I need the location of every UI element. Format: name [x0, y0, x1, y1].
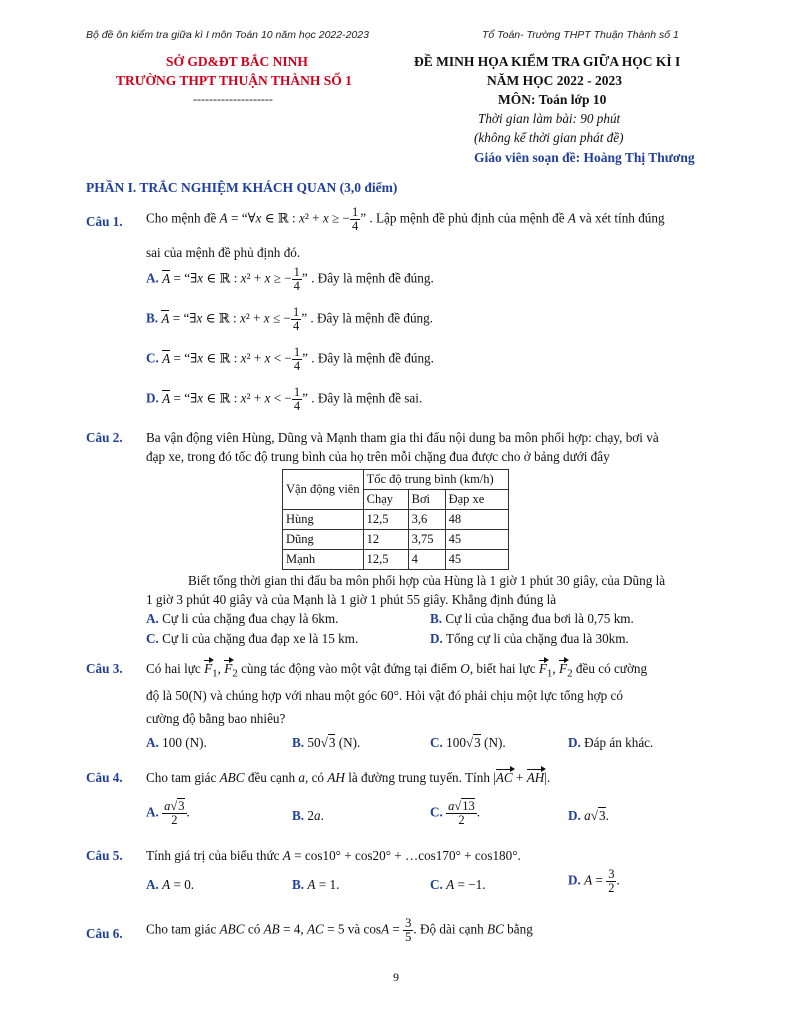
table-cell: 3,75	[408, 530, 445, 550]
part-1-heading: PHẦN I. TRẮC NGHIỆM KHÁCH QUAN (3,0 điểm)	[86, 180, 398, 195]
question-5-option-b: B. A = 1.	[292, 877, 340, 892]
question-3-option-b: B. 50√3 (N).	[292, 735, 361, 750]
exam-note: (không kể thời gian phát đề)	[474, 130, 624, 145]
question-3-line-3: cường độ bằng bao nhiêu?	[146, 711, 286, 726]
question-3-option-a: A. 100 (N).	[146, 735, 207, 750]
exam-year: NĂM HỌC 2022 - 2023	[487, 73, 622, 88]
question-3-option-d: D. Đáp án khác.	[568, 735, 654, 750]
table-header-athlete: Vận động viên	[283, 470, 364, 510]
table-cell: 4	[408, 550, 445, 570]
running-header-right: Tổ Toán- Trường THPT Thuận Thành số 1	[482, 29, 679, 41]
question-2-line-4: 1 giờ 3 phút 40 giây và của Mạnh là 1 giờ 1 phút 55 giây. Khẳng định đúng là	[146, 592, 557, 607]
question-5-option-d: D. A = $\frac{3}{2}$ .	[568, 867, 620, 896]
table-cell: Mạnh	[283, 550, 364, 570]
question-2-line-2: đạp xe, trong đó tốc độ trung bình của họ trên mỗi chặng đua được cho ở bảng dưới đây	[146, 449, 610, 464]
question-2-line-1: Ba vận động viên Hùng, Dũng và Mạnh tham gia thi đấu nội dung ba môn phối hợp: chạy, bơi và	[146, 430, 659, 445]
question-1-stem-cont: sai của mệnh đề phủ định đó.	[146, 245, 301, 260]
question-3-label: Câu 3.	[86, 661, 123, 676]
question-1-label: Câu 1.	[86, 214, 123, 229]
question-4-label: Câu 4.	[86, 770, 123, 785]
table-header-bike: Đạp xe	[445, 490, 508, 510]
running-header-left: Bộ đề ôn kiểm tra giữa kì I môn Toán 10 năm học 2022-2023	[86, 29, 369, 41]
question-6-label: Câu 6.	[86, 926, 123, 941]
exam-time: Thời gian làm bài: 90 phút	[478, 111, 621, 126]
question-2-option-d: D. Tổng cự li của chặng đua là 30km.	[430, 631, 629, 646]
table-header-speed: Tốc độ trung bình (km/h)	[363, 470, 508, 490]
question-2-option-a: A. Cự li của chặng đua chạy là 6km.	[146, 611, 339, 626]
question-5-option-c: C. A = −1.	[430, 877, 486, 892]
question-4-option-b: B. 2a.	[292, 808, 324, 823]
school-divider: --------------------	[193, 92, 273, 106]
school-dept: SỞ GD&ĐT BẮC NINH	[166, 54, 308, 69]
question-4-option-d: D. a√3.	[568, 808, 609, 823]
question-4-stem: Cho tam giác ABC đều cạnh a, có AH là đường trung tuyến. Tính |AC + AH|.	[146, 770, 551, 785]
table-cell: Hùng	[283, 510, 364, 530]
table-cell: Dũng	[283, 530, 364, 550]
question-1-option-d: D. A = “∃x ∈ ℝ : x² + x < − $\frac{1}{4}$ ” . Đây là mệnh đề sai.	[146, 385, 423, 414]
exam-teacher: Giáo viên soạn đề: Hoàng Thị Thương	[474, 150, 695, 165]
question-2-line-3: Biết tổng thời gian thi đấu ba môn phối hợp của Hùng là 1 giờ 1 phút 30 giây, của Dũng là	[188, 573, 666, 588]
question-6-stem: Cho tam giác ABC có AB = 4, AC = 5 và cosA = $\frac{3}{5}$ . Độ dài cạnh BC bằng	[146, 916, 533, 945]
question-3-option-c: C. 100√3 (N).	[430, 735, 506, 750]
question-2-label: Câu 2.	[86, 430, 123, 445]
question-5-label: Câu 5.	[86, 848, 123, 863]
speed-table	[282, 469, 509, 570]
table-cell: 48	[445, 510, 508, 530]
exam-title: ĐỀ MINH HỌA KIỂM TRA GIỮA HỌC KÌ I	[414, 54, 681, 69]
table-cell: 45	[445, 530, 508, 550]
question-1-stem: Cho mệnh đề A = “∀x ∈ ℝ : x² + x ≥ − $\frac{1}{4}$ ” . Lập mệnh đề phủ định của mệnh đề A và xét tính đúng	[146, 205, 665, 234]
table-row	[283, 550, 509, 570]
question-5-option-a: A. A = 0.	[146, 877, 195, 892]
school-name: TRƯỜNG THPT THUẬN THÀNH SỐ 1	[116, 73, 352, 88]
question-4-option-c: C. $\frac{a√13}{2}$ .	[430, 799, 481, 828]
question-1-option-a: A. A = “∃x ∈ ℝ : x² + x ≥ − $\frac{1}{4}$ ” . Đây là mệnh đề đúng.	[146, 265, 434, 294]
question-1-option-c: C. A = “∃x ∈ ℝ : x² + x < − $\frac{1}{4}$ ” . Đây là mệnh đề đúng.	[146, 345, 434, 374]
table-cell: 12	[363, 530, 408, 550]
question-5-stem: Tính giá trị của biểu thức A = cos10° + cos20° + …cos170° + cos180°.	[146, 848, 521, 863]
table-row	[283, 510, 509, 530]
table-row	[283, 530, 509, 550]
exam-subject: MÔN: Toán lớp 10	[498, 92, 607, 107]
table-cell: 3,6	[408, 510, 445, 530]
table-cell: 45	[445, 550, 508, 570]
question-2-option-c: C. Cự li của chặng đua đạp xe là 15 km.	[146, 631, 359, 646]
table-cell: 12,5	[363, 550, 408, 570]
question-1-option-b: B. A = “∃x ∈ ℝ : x² + x ≤ − $\frac{1}{4}$ ” . Đây là mệnh đề đúng.	[146, 305, 434, 334]
question-4-option-a: A. $\frac{a√3}{2}$ .	[146, 799, 190, 828]
table-header-run: Chạy	[363, 490, 408, 510]
question-3-line-2: độ là 50(N) và chúng hợp với nhau một góc 60°. Hỏi vật đó phải chịu một lực tổng hợp có	[146, 688, 623, 703]
page-number: 9	[393, 970, 399, 984]
table-header-swim: Bơi	[408, 490, 445, 510]
question-2-option-b: B. Cự li của chặng đua bơi là 0,75 km.	[430, 611, 634, 626]
question-3-line-1: Có hai lực $F_1$, $F_2$ cùng tác động vào một vật đứng tại điểm O, biết hai lực $F_1$, $F_2$ đều có cường	[146, 661, 648, 680]
table-cell: 12,5	[363, 510, 408, 530]
